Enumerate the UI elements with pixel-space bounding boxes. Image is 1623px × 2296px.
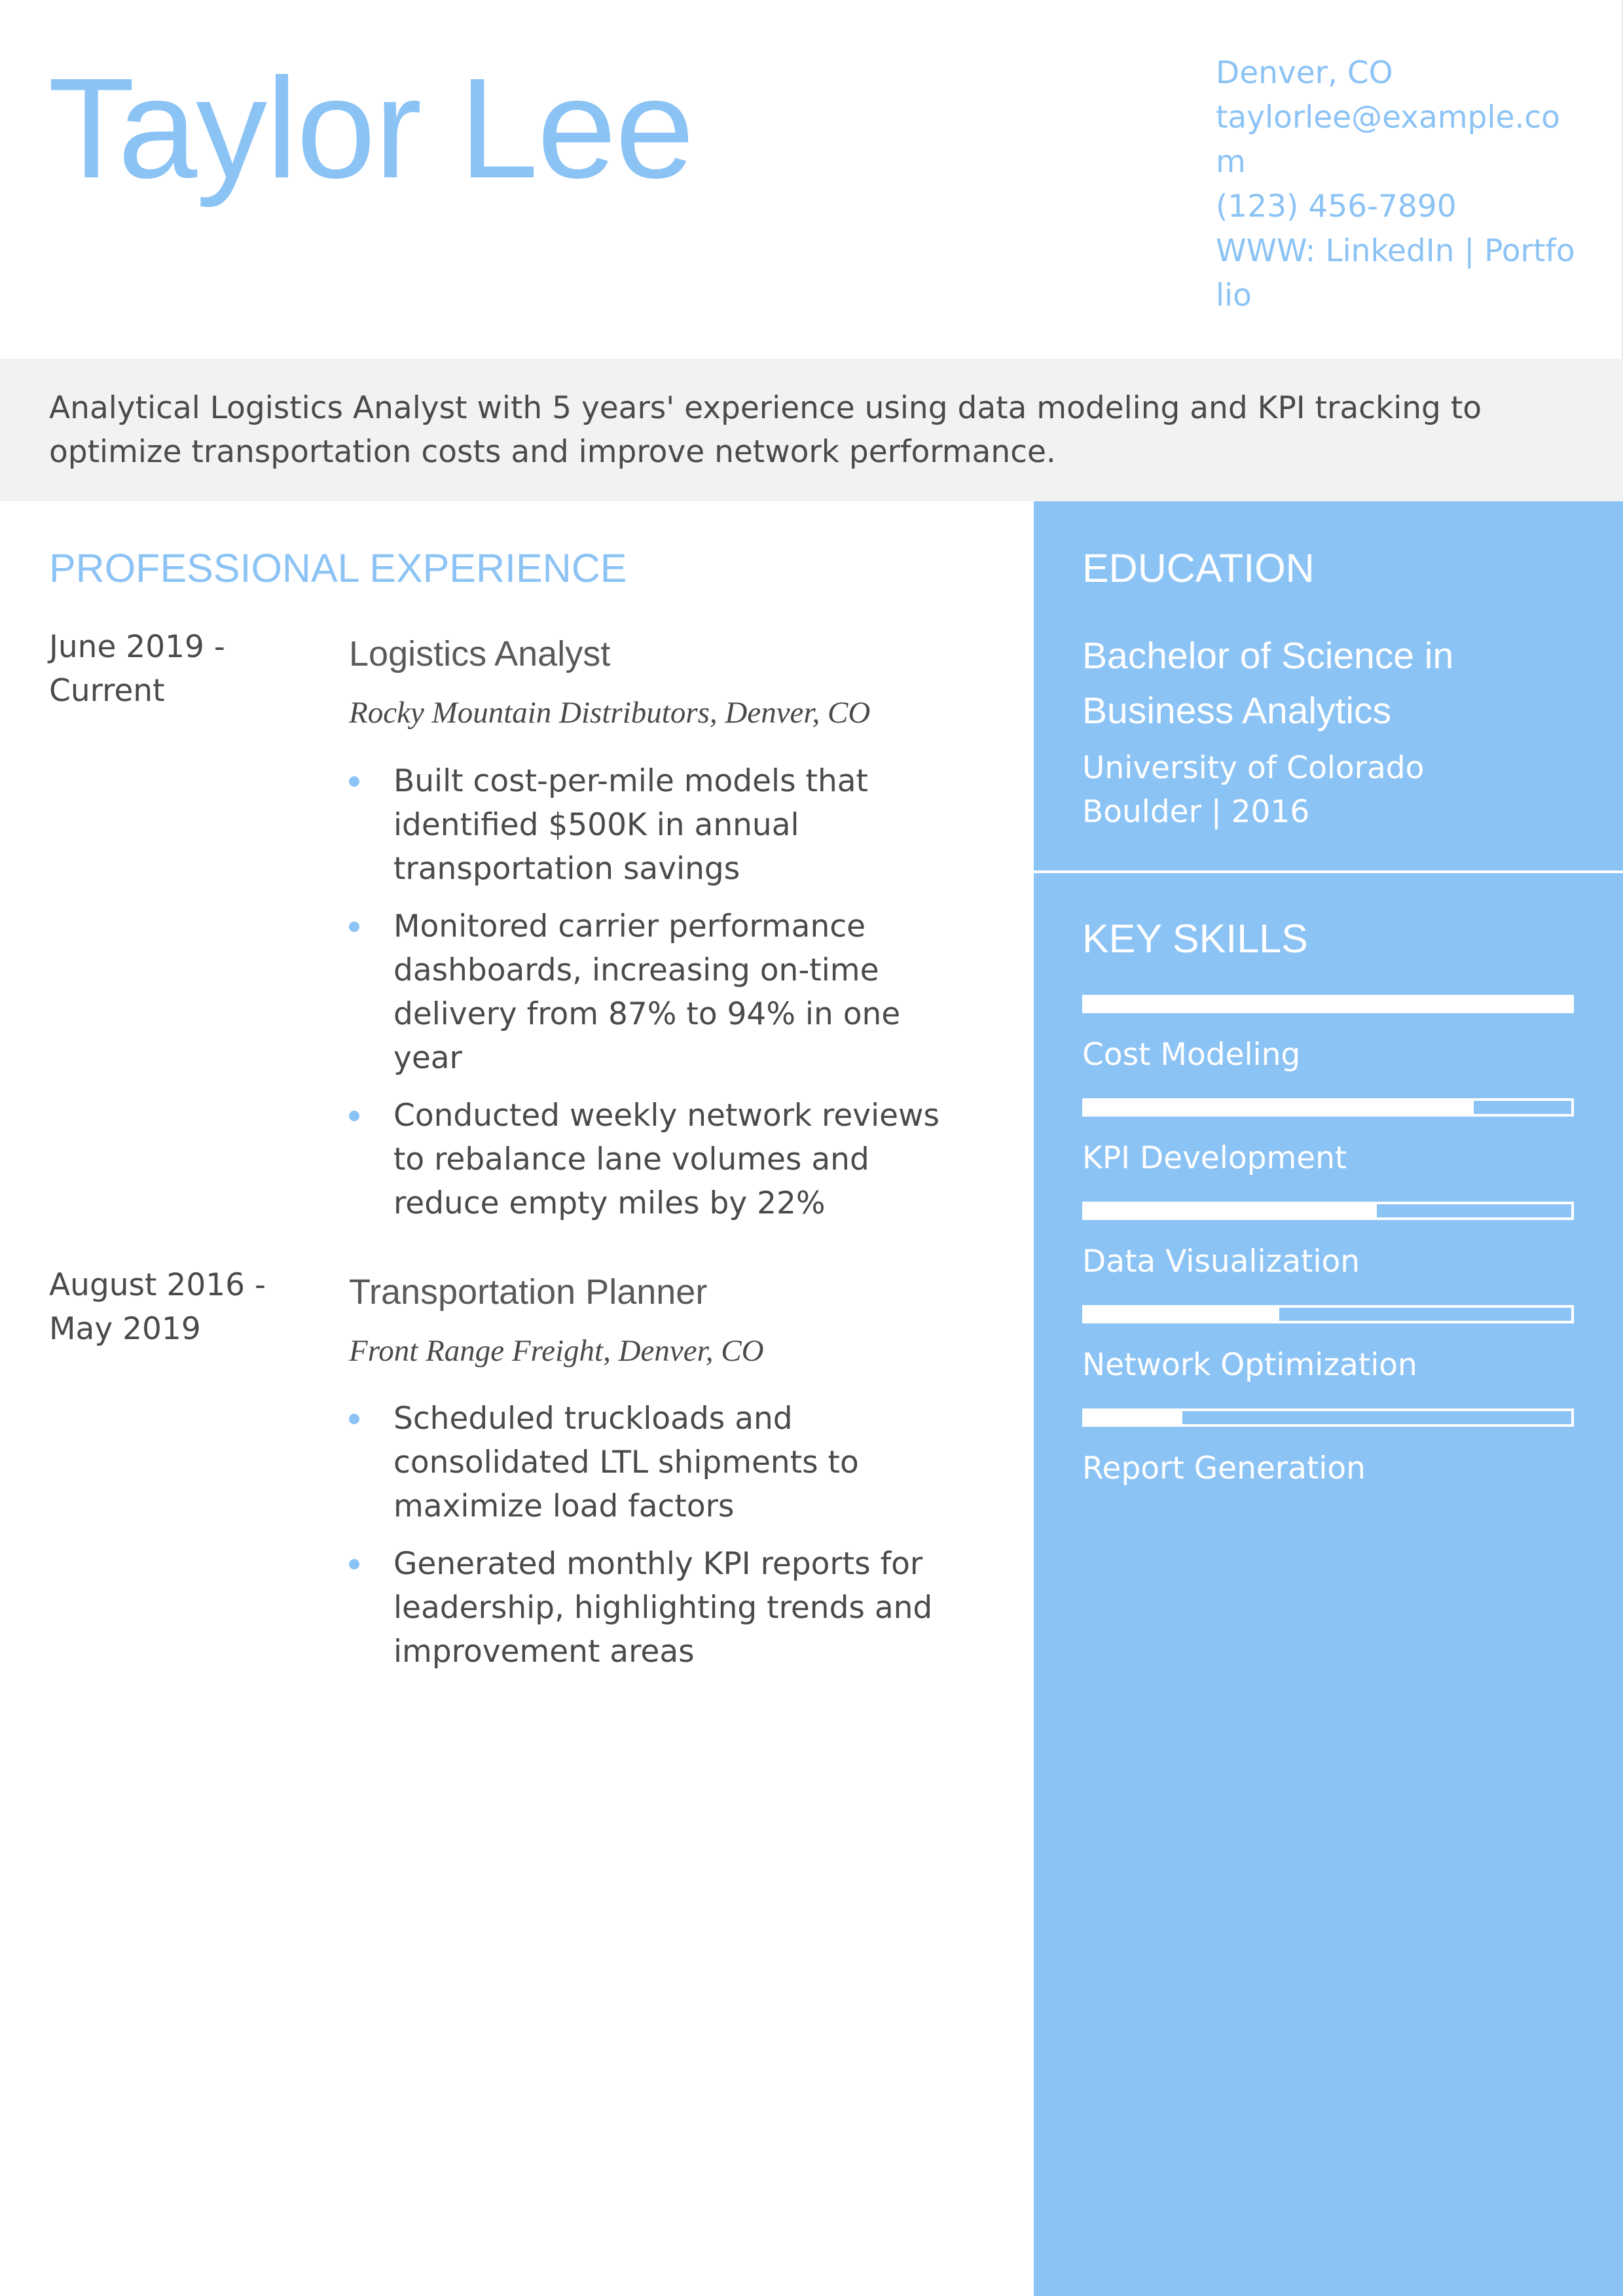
experience-heading: PROFESSIONAL EXPERIENCE xyxy=(49,546,627,590)
education-degree: Bachelor of Science in Business Analytics xyxy=(1082,635,1454,732)
job-bullet-text: Conducted weekly network reviews to rebalance lane volumes and reduce empty miles by 22% xyxy=(393,1098,939,1221)
contact-location: Denver, CO xyxy=(1216,55,1393,91)
skill-level-fill xyxy=(1085,1204,1377,1217)
job-bullet xyxy=(349,1094,977,1225)
skill-item xyxy=(1082,1305,1574,1387)
bullet-dot-icon xyxy=(349,1414,359,1424)
contact-phone[interactable]: (123) 456-7890 xyxy=(1216,188,1457,224)
education-school: University of Colorado Boulder | 2016 xyxy=(1082,750,1425,830)
job-bullet-text: Scheduled truckloads and consolidated LTL shipments to maximize load factors xyxy=(393,1401,859,1524)
skill-label: Cost Modeling xyxy=(1082,1037,1301,1073)
job-bullet xyxy=(349,759,977,891)
job-bullet xyxy=(349,1397,977,1528)
skill-label: Report Generation xyxy=(1082,1450,1366,1486)
job-dates: June 2019 - Current xyxy=(49,629,225,709)
skill-level-bar xyxy=(1082,1305,1574,1323)
skill-label: KPI Development xyxy=(1082,1140,1347,1176)
job-bullets xyxy=(349,1397,977,1687)
skill-level-bar xyxy=(1082,1202,1574,1220)
bullet-dot-icon xyxy=(349,1559,359,1570)
skill-level-fill xyxy=(1085,1308,1279,1321)
job-title: Logistics Analyst xyxy=(349,634,611,673)
skill-level-fill xyxy=(1085,997,1571,1011)
skill-label: Network Optimization xyxy=(1082,1347,1417,1383)
job-dates: August 2016 - May 2019 xyxy=(49,1267,266,1347)
sidebar-divider xyxy=(1034,870,1623,873)
bullet-dot-icon xyxy=(349,1111,359,1121)
skill-level-bar xyxy=(1082,1098,1574,1117)
contact-email[interactable]: taylorlee@example.com xyxy=(1216,99,1560,180)
skill-item xyxy=(1082,1202,1574,1283)
skill-level-fill xyxy=(1085,1411,1182,1424)
contact-block xyxy=(1216,51,1582,318)
job-bullet-text: Generated monthly KPI reports for leadership, highlighting trends and improvement areas xyxy=(393,1546,933,1670)
skill-level-bar xyxy=(1082,995,1574,1013)
skill-item xyxy=(1082,1408,1574,1490)
skill-label: Data Visualization xyxy=(1082,1244,1360,1280)
bullet-dot-icon xyxy=(349,776,359,787)
contact-links[interactable]: WWW: LinkedIn | Portfolio xyxy=(1216,233,1575,314)
candidate-name: Taylor Lee xyxy=(48,49,693,208)
job-bullet xyxy=(349,1542,977,1674)
summary-text: Analytical Logistics Analyst with 5 years' experience using data modeling and KPI tracking to optimize transportation costs and improve network performance. xyxy=(49,390,1482,470)
skill-level-bar xyxy=(1082,1408,1574,1427)
job-bullet-text: Built cost-per-mile models that identified $500K in annual transportation savings xyxy=(393,763,868,887)
skill-item xyxy=(1082,1098,1574,1180)
job-company: Front Range Freight, Denver, CO xyxy=(349,1334,764,1368)
skill-level-fill xyxy=(1085,1101,1474,1114)
job-title: Transportation Planner xyxy=(349,1272,708,1312)
bullet-dot-icon xyxy=(349,922,359,932)
job-bullet-text: Monitored carrier performance dashboards, increasing on-time delivery from 87% to 94% in one year xyxy=(393,908,901,1076)
education-heading: EDUCATION xyxy=(1082,546,1315,590)
skills-heading: KEY SKILLS xyxy=(1082,916,1308,961)
job-bullet xyxy=(349,905,977,1080)
skill-item xyxy=(1082,995,1574,1077)
job-bullets xyxy=(349,759,977,1239)
job-company: Rocky Mountain Distributors, Denver, CO xyxy=(349,696,871,730)
